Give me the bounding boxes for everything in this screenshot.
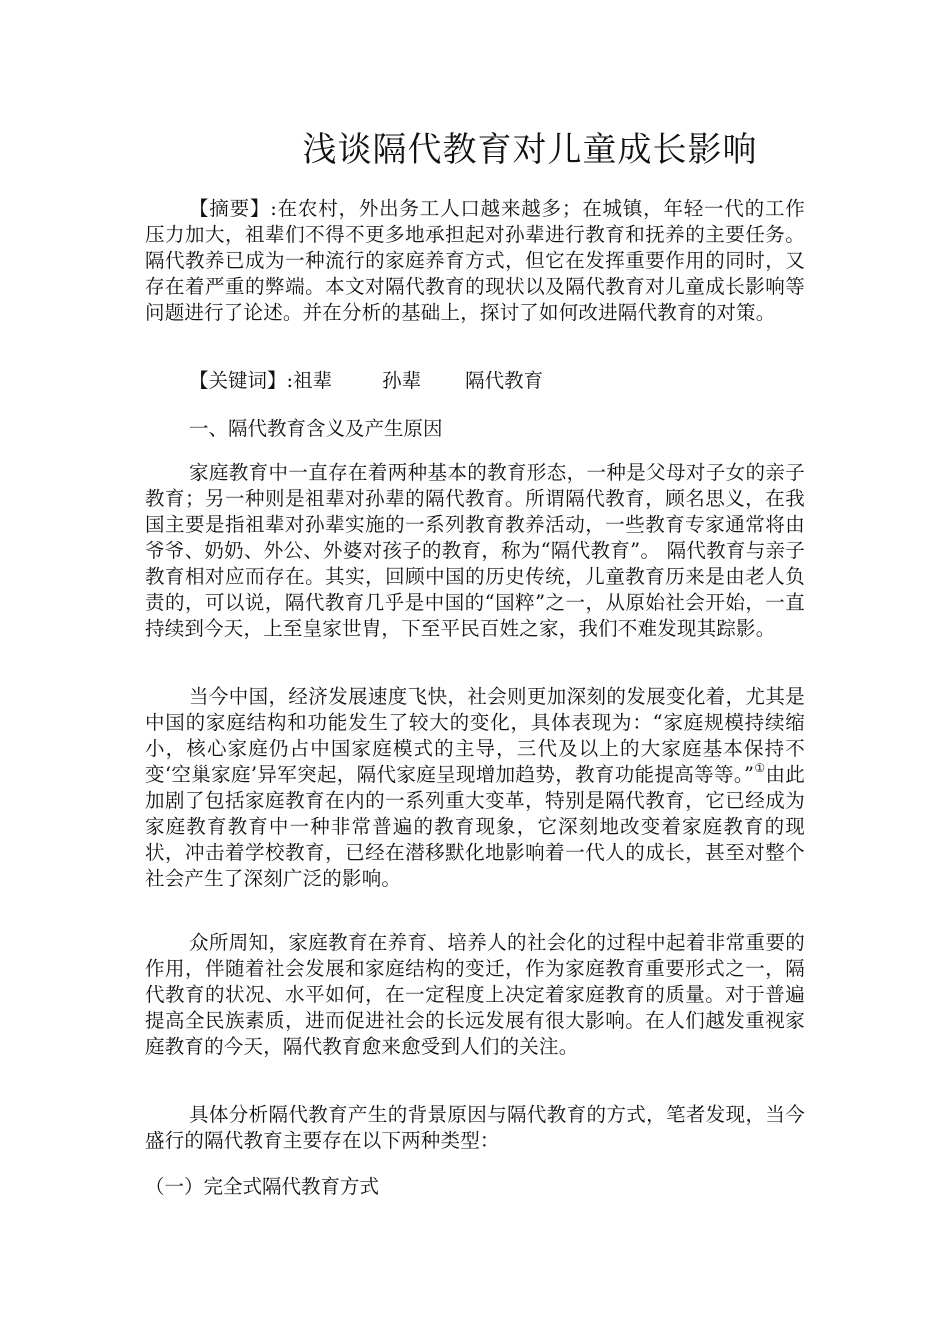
keyword-item: 隔代教育 xyxy=(465,369,544,392)
keywords-line xyxy=(145,368,849,394)
footnote-marker: ① xyxy=(754,761,766,775)
document-title: 浅谈隔代教育对儿童成长影响 xyxy=(302,130,758,170)
body-paragraph: 家庭教育中一直存在着两种基本的教育形态，一种是父母对子女的亲子教育；另一种则是祖辈对孙辈的隔代教育。所谓隔代教育，顾名思义，在我国主要是指祖辈对孙辈实施的一系列教育教养活动，一些教育专家通常将由爷爷、奶奶、外公、外婆对孩子的教育，称为“隔代教育”。 隔代教育与亲子教育相对应而存在。其实，回顾中国的历史传统，儿童教育历来是由老人负责的，可以说，隔代教育几乎是中国的“国粹”之一，从原始社会开始，一直持续到今天，上至皇家世胄，下至平民百姓之家，我们不难发现其踪影。 xyxy=(145,461,805,640)
subsection-heading: （一）完全式隔代教育方式 xyxy=(145,1175,380,1198)
abstract-text: :在农村，外出务工人口越来越多；在城镇，年轻一代的工作压力加大，祖辈们不得不更多地承担起对孙辈进行教育和抚养的主要任务。隔代教养已成为一种流行的家庭养育方式，但它在发挥重要作用的同时，又存在着严重的弊端。本文对隔代教育的现状以及隔代教育对儿童成长影响等问题进行了论述。并在分析的基础上，探讨了如何改进隔代教育的对策。 xyxy=(145,197,805,324)
keywords-label: 【关键词】 xyxy=(189,369,287,392)
keyword-item: 孙辈 xyxy=(382,369,422,392)
abstract-label: 【摘要】 xyxy=(189,197,271,220)
keyword-item: 祖辈 xyxy=(293,369,333,392)
keywords-separator: : xyxy=(286,369,294,392)
body-paragraph: 具体分析隔代教育产生的背景原因与隔代教育的方式，笔者发现，当今盛行的隔代教育主要存在以下两种类型： xyxy=(145,1103,805,1152)
paragraph-text: 由此加剧了包括家庭教育在内的一系列重大变革，特别是隔代教育，它已经成为家庭教育教育中一种非常普遍的教育现象，它深刻地改变着家庭教育的现状，冲击着学校教育，已经在潜移默化地影响着一代人的成长，甚至对整个社会产生了深刻广泛的影响。 xyxy=(145,763,806,890)
section-heading: 一、隔代教育含义及产生原因 xyxy=(189,417,443,440)
body-paragraph xyxy=(145,684,805,892)
paragraph-text: 当今中国，经济发展速度飞快，社会则更加深刻的发展变化着，尤其是中国的家庭结构和功能发生了较大的变化，具体表现为：“家庭规模持续缩小，核心家庭仍占中国家庭模式的主导，三代及以上的大家庭基本保持不变‘空巢家庭’异军突起，隔代家庭呈现增加趋势，教育功能提高等等。” xyxy=(145,685,805,786)
abstract-paragraph xyxy=(145,196,805,326)
body-paragraph: 众所周知，家庭教育在养育、培养人的社会化的过程中起着非常重要的作用，伴随着社会发展和家庭结构的变迁，作为家庭教育重要形式之一，隔代教育的状况、水平如何，在一定程度上决定着家庭教育的质量。对于普遍提高全民族素质，进而促进社会的长远发展有很大影响。在人们越发重视家庭教育的今天，隔代教育愈来愈受到人们的关注。 xyxy=(145,931,805,1058)
